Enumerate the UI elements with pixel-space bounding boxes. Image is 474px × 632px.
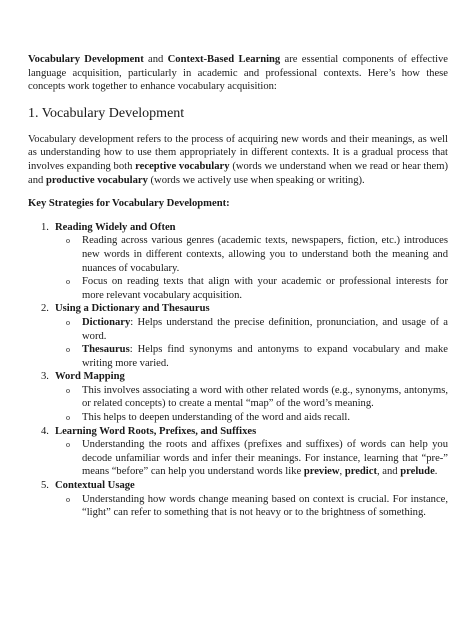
strategy-number: 4. (41, 425, 49, 437)
sub-list (55, 438, 448, 479)
intro-paragraph (28, 53, 448, 94)
thesaurus-term: Thesaurus (82, 344, 130, 356)
sub-item (55, 438, 448, 479)
strategy-item (28, 370, 448, 424)
strategy-item (28, 221, 448, 303)
sub-item (55, 275, 448, 302)
circle-bullet-icon: o (66, 385, 70, 395)
definition-paragraph (28, 133, 448, 187)
example-word-prelude: prelude (400, 466, 435, 478)
circle-bullet-icon: o (66, 317, 70, 327)
productive-term: productive vocabulary (45, 174, 148, 186)
sub-item (55, 493, 448, 520)
definition-text-b: (words we understand when we read or hear them) and (28, 160, 449, 186)
strategy-title: Reading Widely and Often (55, 221, 176, 233)
separator: , (339, 466, 345, 478)
sub-list (55, 384, 448, 425)
example-word-preview: preview (303, 466, 340, 478)
document-page (28, 53, 448, 520)
strategy-number: 3. (41, 371, 49, 383)
sub-item-text: Reading across various genres (academic texts, newspapers, fiction, etc.) introduces new words in different contexts, allowing you to understand both the meaning and nuances of vocabulary. (82, 235, 448, 274)
sub-item (55, 234, 448, 275)
strategy-title: Contextual Usage (55, 480, 135, 492)
sub-item (55, 411, 448, 425)
sub-item (55, 343, 448, 370)
strategy-number: 2. (41, 303, 49, 315)
sentence-end: . (434, 466, 438, 478)
sub-item-text: This involves associating a word with other related words (e.g., synonyms, antonyms, or related concepts) to create a mental “map” of the word’s meaning. (82, 384, 448, 410)
intro-term-vocabulary: Vocabulary Development (28, 54, 144, 65)
sub-item-text: Understanding the roots and affixes (prefixes and suffixes) of words can help you decode unfamiliar words and infer their meanings. For instance, learning that “pre-” means “before” can help you understand words like (82, 439, 448, 478)
sub-item-text: This helps to deepen understanding of the word and aids recall. (82, 412, 351, 424)
intro-rest: are essential components of effective language acquisition, particularly in academic and professional contexts. Here’s how these concepts work together to enhance vocabulary acquisition: (28, 54, 449, 93)
separator: , and (376, 466, 401, 478)
circle-bullet-icon: o (66, 345, 70, 355)
intro-term-context: Context-Based Learning (167, 54, 281, 65)
sub-item (55, 384, 448, 411)
thesaurus-text: : Helps find synonyms and antonyms to expand vocabulary and make writing more varied. (82, 344, 448, 369)
section-heading: 1. Vocabulary Development (28, 105, 185, 121)
sub-item-text: Focus on reading texts that align with your academic or professional interests for more relevant vocabulary acquisition. (82, 276, 448, 301)
strategy-title: Using a Dictionary and Thesaurus (55, 303, 210, 315)
strategy-item (28, 302, 448, 370)
intro-and: and (143, 54, 168, 65)
dictionary-term: Dictionary (82, 316, 131, 328)
circle-bullet-icon: o (66, 277, 70, 287)
strategy-title: Learning Word Roots, Prefixes, and Suffixes (55, 425, 257, 437)
dictionary-text: : Helps understand the precise definition, pronunciation, and usage of a word. (82, 316, 448, 342)
strategy-number: 5. (41, 480, 49, 492)
sub-item-text: Understanding how words change meaning based on context is crucial. For instance, “light” can refer to something that is not heavy or to the brightness of something. (82, 493, 448, 519)
sub-list (55, 316, 448, 370)
receptive-term: receptive vocabulary (135, 160, 230, 172)
example-word-predict: predict (344, 466, 377, 478)
strategy-item (28, 425, 448, 479)
circle-bullet-icon: o (66, 494, 70, 504)
circle-bullet-icon: o (66, 236, 70, 246)
strategy-title: Word Mapping (55, 371, 125, 383)
strategies-list (28, 221, 448, 520)
sub-list (55, 493, 448, 520)
definition-text-c: (words we actively use when speaking or writing). (147, 174, 365, 186)
circle-bullet-icon: o (66, 440, 70, 450)
definition-text-a: Vocabulary development refers to the process of acquiring new words and their meanings, as well as understanding how to use them appropriately in different contexts. It is a gradual process that involves expanding both (28, 133, 448, 172)
strategy-number: 1. (41, 221, 49, 233)
strategies-heading: Key Strategies for Vocabulary Development: (28, 198, 230, 210)
strategy-item (28, 479, 448, 520)
sub-item (55, 316, 448, 343)
circle-bullet-icon: o (66, 413, 70, 423)
sub-list (55, 234, 448, 302)
